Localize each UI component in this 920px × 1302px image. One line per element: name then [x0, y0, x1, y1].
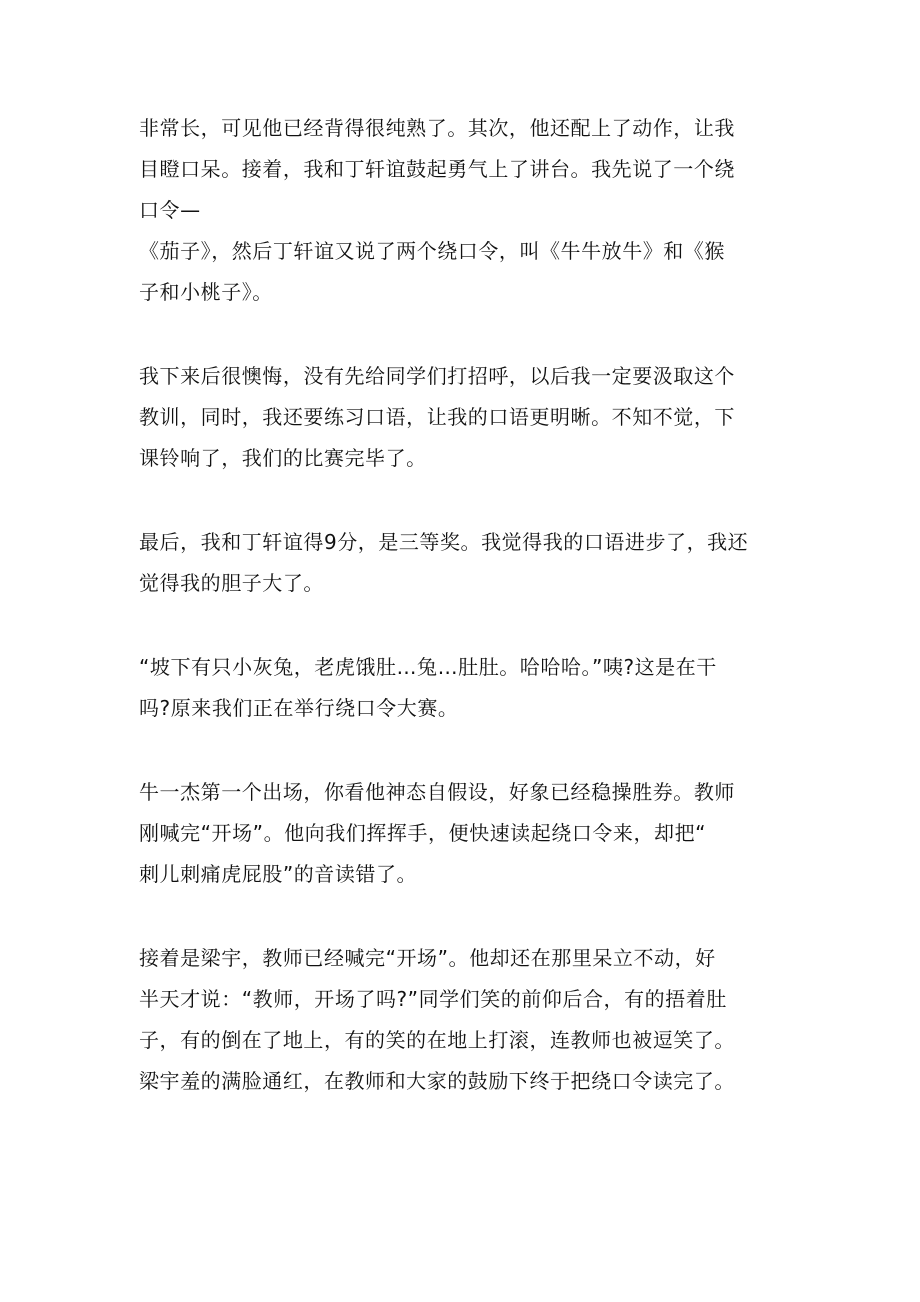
- text-line: 非常长，可见他已经背得很纯熟了。其次，他还配上了动作，让我: [139, 116, 735, 140]
- paragraph-spacer: [139, 479, 784, 522]
- text-line: 目瞪口呆。接着，我和丁轩谊鼓起勇气上了讲台。我先说了一个绕: [139, 157, 735, 181]
- paragraph-spacer: [139, 313, 784, 356]
- text-line: 觉得我的胆子大了。: [139, 571, 324, 595]
- text-line: 我下来后很懊悔，没有先给同学们打招呼，以后我一定要汲取这个: [139, 364, 735, 388]
- text-line: 《茄子》，然后丁轩谊又说了两个绕口令，叫《牛牛放牛》和《猴: [139, 239, 725, 263]
- text-line: 刚喊完“开场”。他向我们挥挥手，便快速读起绕口令来，却把“: [139, 821, 707, 845]
- text-line: 接着是梁宇，教师已经喊完“开场”。他却还在那里呆立不动，好: [139, 946, 716, 970]
- text-line: 子和小桃子》。: [139, 280, 273, 304]
- text-line: 吗?原来我们正在举行绕口令大赛。: [139, 696, 459, 720]
- paragraph-3: [139, 522, 784, 604]
- paragraph-spacer: [139, 895, 784, 938]
- text-line: 子，有的倒在了地上，有的笑的在地上打滚，连教师也被逗笑了。: [139, 1028, 735, 1052]
- document-body: [139, 108, 784, 1102]
- text-line: 最后，我和丁轩谊得9分，是三等奖。我觉得我的口语进步了，我还: [139, 530, 749, 554]
- text-line: 半天才说：“教师，开场了吗?”同学们笑的前仰后合，有的捂着肚: [139, 987, 727, 1011]
- paragraph-1: [139, 108, 784, 313]
- paragraph-5: [139, 772, 784, 895]
- paragraph-2: [139, 356, 784, 479]
- paragraph-4: [139, 647, 784, 729]
- paragraph-6: [139, 938, 784, 1102]
- text-line: 刺儿刺痛虎屁股”的音读错了。: [139, 862, 418, 886]
- text-line: 牛一杰第一个出场，你看他神态自假设，好象已经稳操胜券。教师: [139, 780, 735, 804]
- text-line: 教训，同时，我还要练习口语，让我的口语更明晰。不知不觉，下: [139, 405, 735, 429]
- text-line: 梁宇羞的满脸通红，在教师和大家的鼓励下终于把绕口令读完了。: [139, 1069, 735, 1093]
- text-line: “坡下有只小灰兔，老虎饿肚…兔…肚肚。哈哈哈。”咦?这是在干: [139, 655, 717, 679]
- text-line: 课铃响了，我们的比赛完毕了。: [139, 446, 427, 470]
- paragraph-spacer: [139, 729, 784, 772]
- paragraph-spacer: [139, 604, 784, 647]
- text-line: 口令—: [139, 198, 201, 222]
